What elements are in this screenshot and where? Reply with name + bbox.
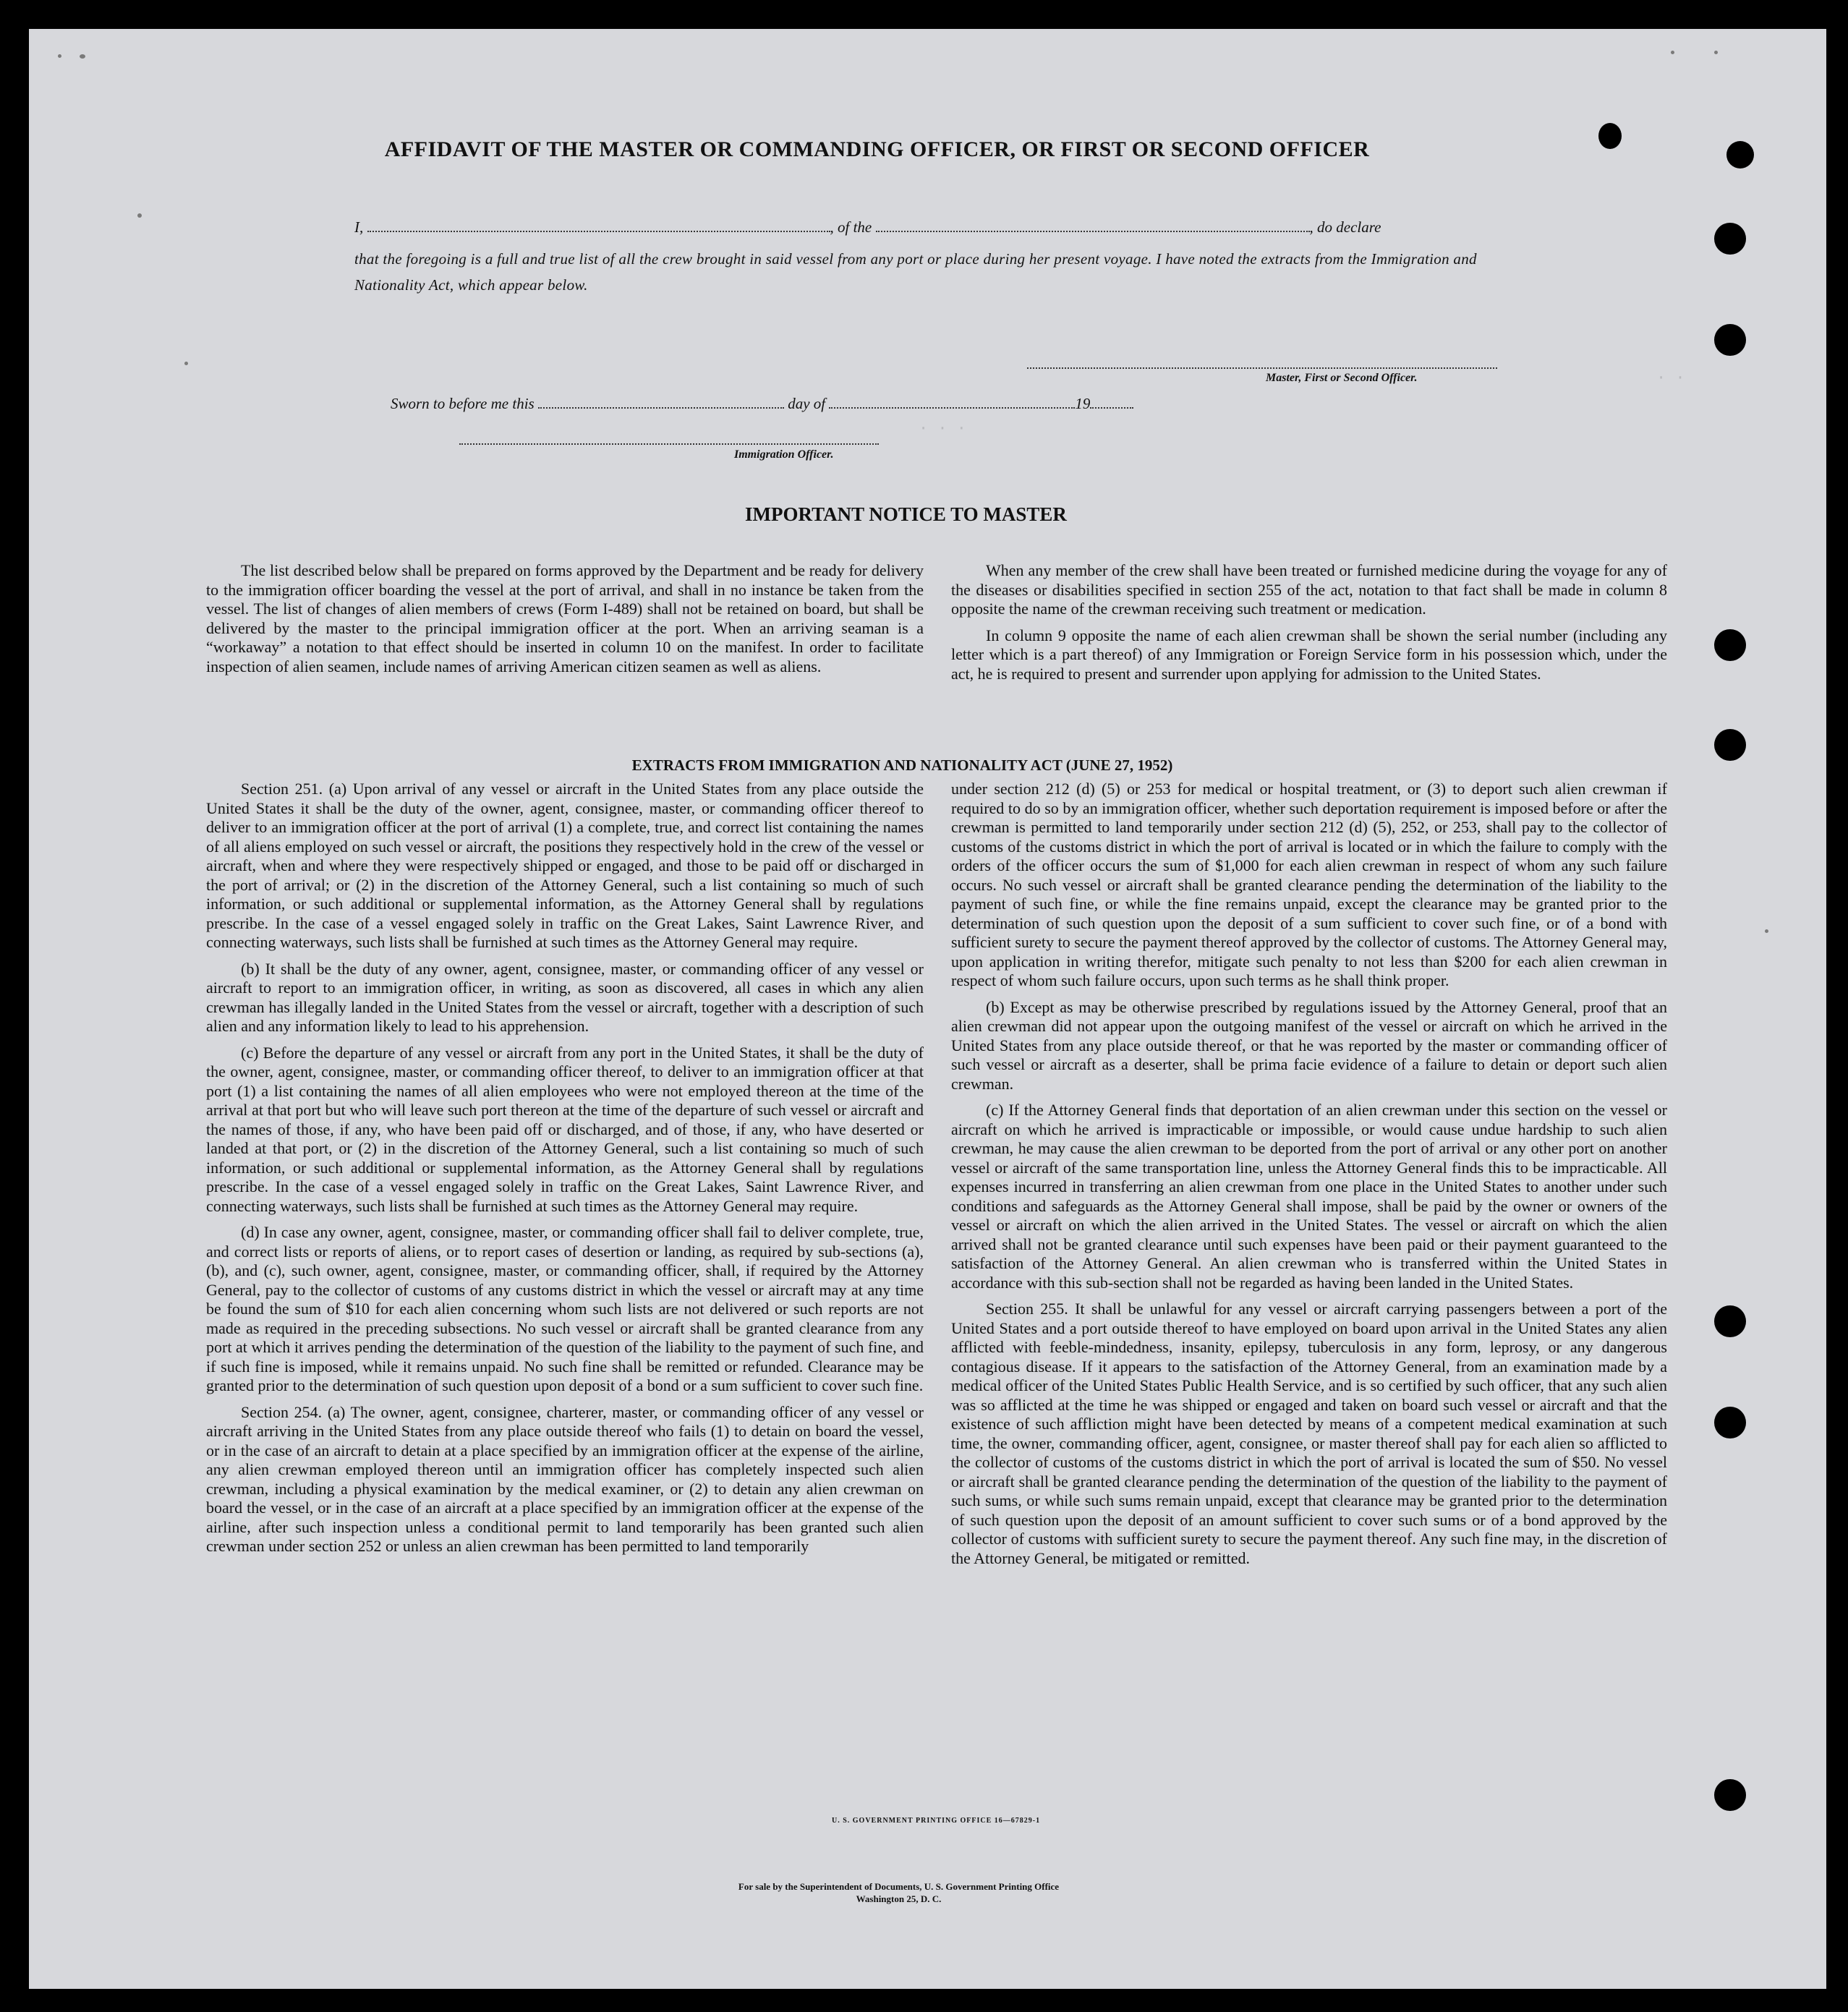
sworn-month-field[interactable] [829,397,1075,409]
footer-line-1: For sale by the Superintendent of Documents, U. S. Government Printing Office [738,1881,1060,1892]
immigration-officer-signature-line[interactable] [459,443,879,445]
declaration-text: that the foregoing is a full and true list of all the crew brought in said vessel from any port or place during her present voyage. I have noted the extracts from the Immigration and Nationality Act, which appear below. [354,250,1477,294]
section-251-a: Section 251. (a) Upon arrival of any vessel or aircraft in the United States from any place outside the United States it shall be the duty of the owner, agent, consignee, master, or commanding officer thereof to deliver to an immigration officer at the port of arrival (1) a complete, true, and correct list containing the names of all aliens employed on such vessel or aircraft, the positions they respectively hold in the crew of the vessel or aircraft, when and where they were respectively shipped or engaged, and those to be paid off or discharged in the port of arrival; or (2) in the discretion of the Attorney General, such a list containing so much of such information, or such additional or supplemental information, as the Attorney General shall by regulations prescribe. In the case of a vessel engaged solely in traffic on the Great Lakes, Saint Lawrence River, and connecting waterways, such lists shall be furnished at such times as the Attorney General may require. [206,780,924,951]
sworn-line [391,395,1548,413]
extracts-heading: EXTRACTS FROM IMMIGRATION AND NATIONALITY ACT (JUNE 27, 1952) [631,756,1173,774]
section-254-a: Section 254. (a) The owner, agent, consignee, charterer, master, or commanding officer of any vessel or aircraft arriving in the United States from any place outside thereof who fails (1) to detain on board the vessel, or in the case of an aircraft to detain at a place specified by an immigration officer at the expense of the airline, any alien crewman employed thereon until an immigration officer has completely inspected such alien crewman, including a physical examination by the medical examiner, or (2) to detain any alien crewman on board the vessel, or in the case of an aircraft at a place specified by an immigration officer at the expense of the airline, after such inspection unless a conditional permit to land temporarily has been granted such alien crewman under section 252 or unless an alien crewman has been permitted to land temporarily [206,1402,924,1555]
vessel-name-field[interactable] [876,221,1310,232]
sale-footer [29,1880,1797,1905]
extracts-right-column [951,780,1667,1575]
i-label: I, [354,218,364,236]
footer-line-2: Washington 25, D. C. [856,1893,942,1904]
notice-right-column [951,561,1667,691]
declaration-line [354,218,1512,236]
printing-office-code: U. S. GOVERNMENT PRINTING OFFICE 16—67829-1 [832,1817,1041,1825]
sworn-day-field[interactable] [538,397,784,409]
day-of-label: day of [788,395,826,412]
section-251-c: (c) Before the departure of any vessel or aircraft from any port in the United States, it shall be the duty of the owner, agent, consignee, master, or commanding officer thereof, to deliver to an immigration officer at that port (1) a list containing the names of all alien employees who were not employed thereon at the time of the arrival at that port but who will leave such port thereon at the time of the departure of such vessel or aircraft and the names of those, if any, who have been paid off or discharged, and of those, if any, who have deserted or landed at that port, or (2) in the discretion of the Attorney General, such a list containing so much of such information, or such additional or supplemental information, as the Attorney General shall by regulations prescribe. In the case of a vessel engaged solely in traffic on the Great Lakes, Saint Lawrence River, and connecting waterways, such lists shall be furnished at such times as the Attorney General may require. [206,1043,924,1215]
section-254-c: (c) If the Attorney General finds that deportation of an alien crewman under this section on the vessel or aircraft on which he arrived is impracticable or impossible, or would cause undue hardship to such alien crewman, he may cause the alien crewman to be deported from the port of arrival or any other port on another vessel or aircraft of the same transportation line, unless the Attorney General finds this to be impracticable. All expenses incurred in transferring an alien crewman from one place in the United States to another under such conditions and safeguards as the Attorney General shall impose, shall be paid by the owner or owners of the vessel or aircraft on which the alien arrived in the United States. The vessel or aircraft on which the alien arrived shall not be granted clearance until such expenses have been paid or their payment guaranteed to the satisfaction of the Attorney General. An alien crewman who is transferred within the United States in accordance with this sub-section shall not be regarded as having been landed in the United States. [951,1101,1667,1292]
affidavit-title: AFFIDAVIT OF THE MASTER OR COMMANDING OFFICER, OR FIRST OR SECOND OFFICER [384,137,1370,161]
document-page: · · · · · AFFIDAVIT OF THE MASTER OR COMMANDING OFFICER, OR FIRST OR SECOND OFFICER I, , of the , do declare that the foregoing is a full and true list of all the crew brought in said vessel from any port or place during her present voyage. I have noted the extracts from the Immigration and Nationality Act, which appear below. Master, First or Second Officer. Sworn to before me this day of 19 Immigration Officer. IMPORTANT NOTICE TO MASTER The list described below shall be prepared on forms approved by the Department and be ready for delivery to the immigration officer boarding the vessel at the port of arrival, and shall in no instance be taken from the vessel. The list of changes of alien members of crews (Form I-489) shall not be retained on board, but shall be delivered by the master to the principal immigration officer at the port. When an arriving seaman is a “workaway” a notation to that effect should be inserted in column 10 on the manifest. In order to facilitate inspection of alien seamen, include names of arriving American citizen seamen as well as aliens. When any member of the crew shall have been treated or furnished medicine during the voyage for any of the diseases or disabilities specified in section 255 of the act, notation to that fact shall be made in column 8 opposite the name of the crewman receiving such treatment or medication. In column 9 opposite the name of each alien crewman shall be shown the serial number (including any letter which is a part thereof) of any Immigration or Foreign Service form in his possession which, under the act, he is required to present and surrender upon applying for admission to the United States. EXTRACTS FROM IMMIGRATION AND NATIONALITY ACT (JUNE 27, 1952) Section 251. (a) Upon arrival of any vessel or aircraft in the United States from any place outside the United States it shall be the duty of the owner, agent, consignee, master, or commanding officer thereof to deliver to an immigration officer at the port of arrival (1) a complete, true, and correct list containing the names of all aliens employed on such vessel or aircraft, the positions they respectively hold in the crew of the vessel or aircraft, when and where they were respectively shipped or engaged, and those to be paid off or discharged in the port of arrival; or (2) in the discretion of the Attorney General, such a list containing so much of such information, or such additional or supplemental information, as the Attorney General shall by regulations prescribe. In the case of a vessel engaged solely in traffic on the Great Lakes, Saint Lawrence River, and connecting waterways, such lists shall be furnished at such times as the Attorney General may require. (b) It shall be the duty of any owner, agent, consignee, master, or commanding officer of any vessel or aircraft to report to an immigration officer, in writing, as soon as discovered, all cases in which any alien crewman has illegally landed in the United States from the vessel or aircraft, together with a description of such alien and any information likely to lead to his apprehension. (c) Before the departure of any vessel or aircraft from any port in the United States, it shall be the duty of the owner, agent, consignee, master, or commanding officer thereof, to deliver to an immigration officer at that port (1) a list containing the names of all alien employees who were not employed thereon at the time of the arrival at that port but who will leave such port thereon at the time of the departure of such vessel or aircraft and the names of those, if any, who have been paid off or discharged, and of those, if any, who have deserted or landed at that port, or (2) in the discretion of the Attorney General, such a list containing so much of such information, or such additional or supplemental information, as the Attorney General shall by regulations prescribe. In the case of a vessel engaged solely in traffic on the Great Lakes, Saint Lawrence River, and connecting waterways, such lists shall be furnished at such times as the Attorney General may require. (d) In case any owner, agent, consignee, master, or commanding officer shall fail to deliver complete, true, and correct lists or reports of aliens, or to report cases of desertion or landing, as required by sub-sections (a), (b), and (c), such owner, agent, consignee, master, or commanding officer, shall, if required by the Attorney General, pay to the collector of customs of any customs district in which the vessel or aircraft may at any time be found the sum of $10 for each alien concerning whom such lists are not delivered or such reports are not made as required in the preceding subsections. No such vessel or aircraft shall be granted clearance from any port at which it arrives pending the determination of the question of the liability to the payment of such fine, and if such fine is imposed, while it remains unpaid. No such fine shall be remitted or refunded. Clearance may be granted prior to the determination of such question upon deposit of a bond or a sum sufficient to cover such fine. Section 254. (a) The owner, agent, consignee, charterer, master, or commanding officer of any vessel or aircraft arriving in the United States from any place outside thereof who fails (1) to detain on board the vessel, or in the case of an aircraft to detain at a place specified by an immigration officer at the expense of the airline, any alien crewman employed thereon until an immigration officer has completely inspected such alien crewman, including a physical examination by the medical examiner, or (2) to detain any alien crewman on board the vessel, or in the case of an aircraft at a place specified by an immigration officer at the expense of the airline, after such inspection unless a conditional permit to land temporarily has been granted such alien crewman under section 252 or unless an alien crewman has been permitted to land temporarily under section 212 (d) (5) or 253 for medical or hospital treatment, or (3) to deport such alien crewman if required to do so by an immigration officer, whether such deportation requirement is imposed before or after the crewman is permitted to land temporarily under section 212 (d) (5), 252, or 253, shall pay to the collector of customs of the customs district in which the port of arrival is located or in which the failure to comply with the orders of the officer occurs the sum of $1,000 for each alien crewman in respect of whom any such failure occurs. No such vessel or aircraft shall be granted clearance pending the determination of the liability to the payment of such fine, or while the fine remains unpaid, except the clearance may be granted prior to the determination of such question upon the deposit of a sum sufficient to cover such fine, or of a bond with sufficient surety to secure the payment thereof approved by the collector of customs. The Attorney General may, upon application in writing therefor, mitigate such penalty to not less than $200 for each alien crewman in respect of whom such failure occurs, upon such terms as he shall think proper. (b) Except as may be otherwise prescribed by regulations issued by the Attorney General, proof that an alien crewman did not appear upon the outgoing manifest of the vessel or aircraft on which he arrived in the United States from any place outside thereof, or that he was reported by the master or commanding officer of such vessel or aircraft as a deserter, shall be prima facie evidence of a failure to detain or deport such alien crewman. (c) If the Attorney General finds that deportation of an alien crewman under this section on the vessel or aircraft on which he arrived is impracticable or impossible, or would cause undue hardship to such alien crewman, he may cause the alien crewman to be deported from the port of arrival or any other port on another vessel or aircraft of the same transportation line, unless the Attorney General finds this to be impracticable. All expenses incurred in transferring an alien crewman from one place in the United States to another under such conditions and safeguards as the Attorney General shall impose, shall be paid by the owner or owners of the vessel or aircraft on which the alien arrived in the United States. The vessel or aircraft on which the alien arrived shall not be granted clearance until such expenses have been paid or their payment guaranteed to the satisfaction of the Attorney General. An alien crewman who is transferred within the United States in accordance with this sub-section shall not be regarded as having been landed in the United States. Section 255. It shall be unlawful for any vessel or aircraft carrying passengers between a port of the United States and a port outside thereof to have employed on board upon arrival in the United States any alien afflicted with feeble-mindedness, insanity, epilepsy, tuberculosis in any form, leprosy, or any dangerous contagious disease. If it appears to the satisfaction of the Attorney General, from an examination made by a medical officer of the United States Public Health Service, and is so certified by such officer, that any such alien was so afflicted at the time he was shipped or engaged and taken on board such vessel or aircraft and that the existence of such affliction might have been detected by means of a competent medical examination at such time, the owner, commanding officer, agent, consignee, or master thereof shall pay for each alien so afflicted to the collector of customs of the customs district in which the port of arrival is located the sum of $50. No vessel or aircraft shall be granted clearance pending the determination of the question of the liability to the payment of such sums, or while such sums remain unpaid, except that clearance may be granted prior to the determination of such question upon the deposit of an amount sufficient to cover such sums or of a bond approved by the collector of customs with sufficient surety to secure the payment thereof. Any such fine may, in the discretion of the Attorney General, be mitigated or remitted. U. S. GOVERNMENT PRINTING OFFICE 16—67829-1 For sale by the Superintendent of Documents, U. S. Government Printing Office Washington 25, D. C. [29,29,1826,1989]
do-declare-label: , do declare [1309,218,1381,236]
master-name-field[interactable] [367,221,830,232]
notice-left-paragraph: The list described below shall be prepared on forms approved by the Department and be ready for delivery to the immigration officer boarding the vessel at the port of arrival, and shall in no instance be taken from the vessel. The list of changes of alien members of crews (Form I-489) shall not be retained on board, but shall be delivered by the master to the principal immigration officer at the port. When an arriving seaman is a “workaway” a notation to that effect should be inserted in column 10 on the manifest. In order to facilitate inspection of alien seamen, include names of arriving American citizen seamen as well as aliens. [206,561,924,675]
section-254-a-continued: under section 212 (d) (5) or 253 for medical or hospital treatment, or (3) to deport such alien crewman if required to do so by an immigration officer, whether such deportation requirement is imposed before or after the crewman is permitted to land temporarily under section 212 (d) (5), 252, or 253, shall pay to the collector of customs of the customs district in which the port of arrival is located or in which the failure to comply with the orders of the officer occurs the sum of $1,000 for each alien crewman in respect of whom any such failure occurs. No such vessel or aircraft shall be granted clearance pending the determination of the liability to the payment of such fine, or while the fine remains unpaid, except the clearance may be granted prior to the determination of such question upon the deposit of a sum sufficient to cover such fine, or of a bond with sufficient surety to secure the payment thereof approved by the collector of customs. The Attorney General may, upon application in writing therefor, mitigate such penalty to not less than $200 for each alien crewman in respect of whom such failure occurs, upon such terms as he shall think proper. [951,780,1667,989]
sworn-label: Sworn to before me this [391,395,535,412]
notice-heading: IMPORTANT NOTICE TO MASTER [745,503,1067,525]
notice-right-paragraph-2: In column 9 opposite the name of each alien crewman shall be shown the serial number (including any letter which is a part thereof) of any Immigration or Foreign Service form in his possession which, under the act, he is required to present and surrender upon applying for admission to the United States. [951,626,1667,683]
year-label: 19 [1075,395,1091,412]
notice-right-paragraph-1: When any member of the crew shall have been treated or furnished medicine during the voyage for any of the diseases or disabilities specified in section 255 of the act, notation to that fact shall be made in column 8 opposite the name of the crewman receiving such treatment or medication. [951,561,1667,618]
notice-left-column [206,561,924,683]
master-signature-line[interactable] [1027,367,1497,369]
master-signature-label: Master, First or Second Officer. [1266,372,1418,384]
extracts-left-column [206,780,924,1564]
sworn-year-field[interactable] [1090,397,1133,409]
section-254-b: (b) Except as may be otherwise prescribed by regulations issued by the Attorney General, proof that an alien crewman did not appear upon the outgoing manifest of the vessel or aircraft on which he arrived in the United States from any place outside thereof, or that he was reported by the master or commanding officer of such vessel or aircraft as a deserter, shall be prima facie evidence of a failure to detain or deport such alien crewman. [951,997,1667,1093]
immigration-officer-label: Immigration Officer. [734,448,834,461]
section-251-b: (b) It shall be the duty of any owner, agent, consignee, master, or commanding officer of any vessel or aircraft to report to an immigration officer, in writing, as soon as discovered, all cases in which any alien crewman has illegally landed in the United States from the vessel or aircraft, together with a description of such alien and any information likely to lead to his apprehension. [206,959,924,1035]
section-251-d: (d) In case any owner, agent, consignee, master, or commanding officer shall fail to deliver complete, true, and correct lists or reports of aliens, or to report cases of desertion or landing, as required by sub-sections (a), (b), and (c), such owner, agent, consignee, master, or commanding officer, shall, if required by the Attorney General, pay to the collector of customs of any customs district in which the vessel or aircraft may at any time be found the sum of $10 for each alien concerning whom such lists are not delivered or such reports are not made as required in the preceding subsections. No such vessel or aircraft shall be granted clearance from any port at which it arrives pending the determination of the question of the liability to the payment of such fine, and if such fine is imposed, while it remains unpaid. No such fine shall be remitted or refunded. Clearance may be granted prior to the determination of such question upon deposit of a bond or a sum sufficient to cover such fine. [206,1223,924,1394]
of-the-label: , of the [830,218,872,236]
section-255: Section 255. It shall be unlawful for any vessel or aircraft carrying passengers between a port of the United States and a port outside thereof to have employed on board upon arrival in the United States any alien afflicted with feeble-mindedness, insanity, epilepsy, tuberculosis in any form, leprosy, or any dangerous contagious disease. If it appears to the satisfaction of the Attorney General, from an examination made by a medical officer of the United States Public Health Service, and is so certified by such officer, that any such alien was so afflicted at the time he was shipped or engaged and taken on board such vessel or aircraft and that the existence of such affliction might have been detected by means of a competent medical examination at such time, the owner, commanding officer, agent, consignee, or master thereof shall pay for each alien so afflicted to the collector of customs of the customs district in which the port of arrival is located the sum of $50. No vessel or aircraft shall be granted clearance pending the determination of the question of the liability to the payment of such sums, or while such sums remain unpaid, except that clearance may be granted prior to the determination of such question upon the deposit of an amount sufficient to cover such sums or of a bond approved by the collector of customs with sufficient surety to secure the payment thereof. Any such fine may, in the discretion of the Attorney General, be mitigated or remitted. [951,1300,1667,1567]
